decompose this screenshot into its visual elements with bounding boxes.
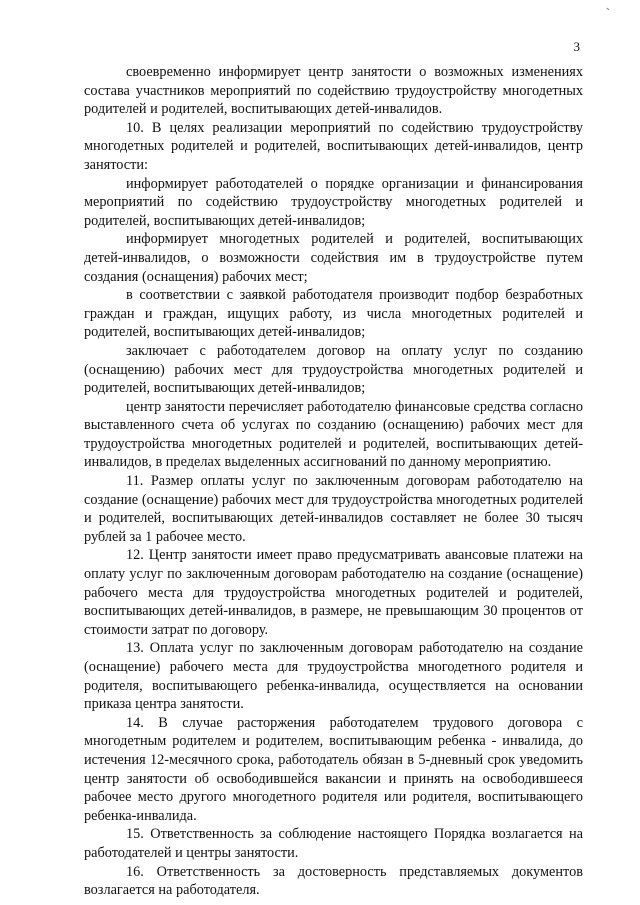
- paragraph-sub-inform-employers: информирует работодателей о порядке организации и финансирования мероприятий по содействию трудоустройству многодетных родителей и родителей, воспитывающих детей-инвалидов;: [84, 175, 583, 229]
- paragraph-sub-inform-parents: информирует многодетных родителей и родителей, воспитывающих детей-инвалидов, о возможности содействия им в трудоустройстве путем создания (оснащения) рабочих мест;: [84, 231, 583, 285]
- paragraph-item-16: 16. Ответственность за достоверность представляемых документов возлагается на работодателя.: [84, 863, 583, 899]
- scan-artifact-mark: [604, 8, 610, 15]
- paragraph-item-15: 15. Ответственность за соблюдение настоящего Порядка возлагается на работодателей и центры занятости.: [84, 826, 583, 861]
- paragraph-item-10: 10. В целях реализации мероприятий по содействию трудоустройству многодетных родителей и родителей, воспитывающих детей-инвалидов, центр занятости:: [84, 119, 583, 173]
- paragraph-sub-selection: в соответствии с заявкой работодателя производит подбор безработных граждан и граждан, ищущих работу, из числа многодетных родителей и родителей, воспитывающих детей-инвалидов;: [84, 287, 583, 341]
- paragraph-continuation: своевременно информирует центр занятости о возможных изменениях состава участников мероприятий по содействию трудоустройству многодетных родителей и родителей, воспитывающих детей-инвалидов.: [84, 64, 583, 118]
- page-number: 3: [573, 39, 580, 54]
- paragraph-item-12: 12. Центр занятости имеет право предусматривать авансовые платежи на оплату услуг по заключенным договорам работодателю на создание (оснащение) рабочего места для трудоустройства многодетных родителей и родителей, воспитывающих детей-инвалидов, в размере, не превышающим 30 процентов от стоимости затрат по договору.: [84, 547, 583, 638]
- paragraph-sub-contract: заключает с работодателем договор на оплату услуг по созданию (оснащению) рабочих мест для трудоустройства многодетных родителей и родителей, воспитывающих детей-инвалидов;: [84, 342, 583, 397]
- paragraph-item-11: 11. Размер оплаты услуг по заключенным договорам работодателю на создание (оснащение) рабочих мест для трудоустройства многодетных родителей и родителей, воспитывающих детей-инвалидов составляет не более 30 тысяч рублей за 1 рабочее место.: [84, 473, 583, 545]
- paragraph-item-14: 14. В случае расторжения работодателем трудового договора с многодетным родителем и родителем, воспитывающим ребенка - инвалида, до истечения 12-месячного срока, работодатель обязан в 5-дневный срок уведомить центр занятости об освободившейся вакансии и принять на освободившееся рабочее место другого многодетного родителя или родителя, воспитывающего ребенка-инвалида.: [84, 714, 583, 824]
- paragraph-sub-transfer: центр занятости перечисляет работодателю финансовые средства согласно выставленного счета об услугах по созданию (оснащению) рабочих мест для трудоустройства многодетных родителей и родителей, воспитывающих детей-инвалидов, в пределах выделенных ассигнований по данному мероприятию.: [84, 398, 583, 471]
- document-body: [84, 63, 583, 900]
- paragraph-item-13: 13. Оплата услуг по заключенным договорам работодателю на создание (оснащение) рабочего места для трудоустройства многодетного родителя и родителя, воспитывающего ребенка-инвалида, осуществляется на основании приказа центра занятости.: [84, 640, 583, 713]
